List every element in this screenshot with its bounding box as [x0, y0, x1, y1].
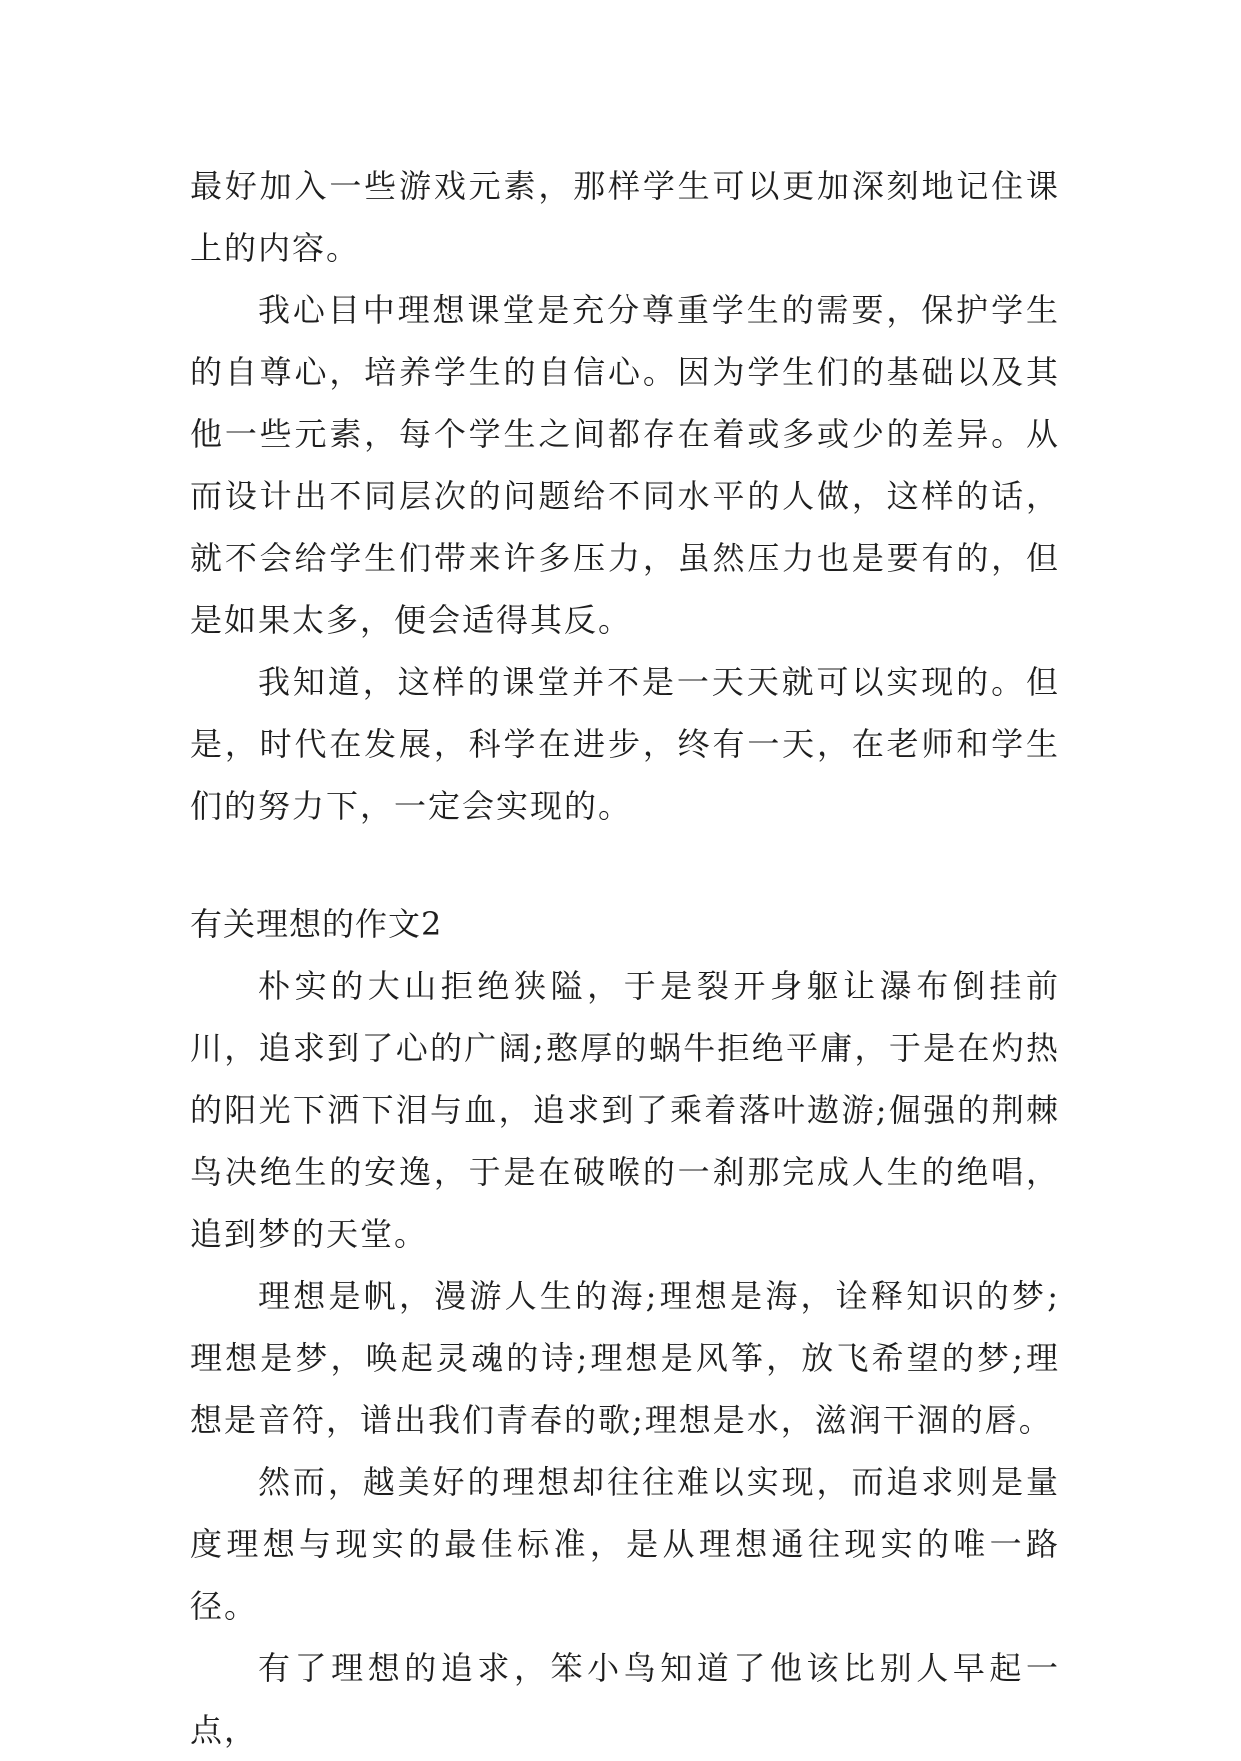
paragraph-pursuit: 然而，越美好的理想却往往难以实现，而追求则是量度理想与现实的最佳标准，是从理想通往现实的唯一路径。: [190, 1463, 1060, 1625]
essay-heading: 有关理想的作文2: [190, 905, 443, 943]
paragraph-realization: 我知道，这样的课堂并不是一天天就可以实现的。但是，时代在发展，科学在进步，终有一天，在老师和学生们的努力下，一定会实现的。: [190, 663, 1060, 825]
paragraph-ideal-classroom: 我心目中理想课堂是充分尊重学生的需要，保护学生的自尊心，培养学生的自信心。因为学生们的基础以及其他一些元素，每个学生之间都存在着或多或少的差异。从而设计出不同层次的问题给不同水平的人做，这样的话，就不会给学生们带来许多压力，虽然压力也是要有的，但是如果太多，便会适得其反。: [190, 291, 1060, 639]
paragraph-mountain-snail-bird: 朴实的大山拒绝狭隘，于是裂开身躯让瀑布倒挂前川，追求到了心的广阔;憨厚的蜗牛拒绝平庸，于是在灼热的阳光下洒下泪与血，追求到了乘着落叶遨游;倔强的荆棘鸟决绝生的安逸，于是在破喉的一刹那完成人生的绝唱，追到梦的天堂。: [190, 967, 1060, 1253]
paragraph-continuation: 最好加入一些游戏元素，那样学生可以更加深刻地记住课上的内容。: [190, 167, 1060, 267]
paragraph-ideal-metaphors: 理想是帆，漫游人生的海;理想是海，诠释知识的梦;理想是梦，唤起灵魂的诗;理想是风筝，放飞希望的梦;理想是音符，谱出我们青春的歌;理想是水，滋润干涸的唇。: [190, 1277, 1060, 1439]
document-body: [190, 155, 1060, 1761]
paragraph-clumsy-bird: 有了理想的追求，笨小鸟知道了他该比别人早起一点，: [190, 1649, 1060, 1749]
